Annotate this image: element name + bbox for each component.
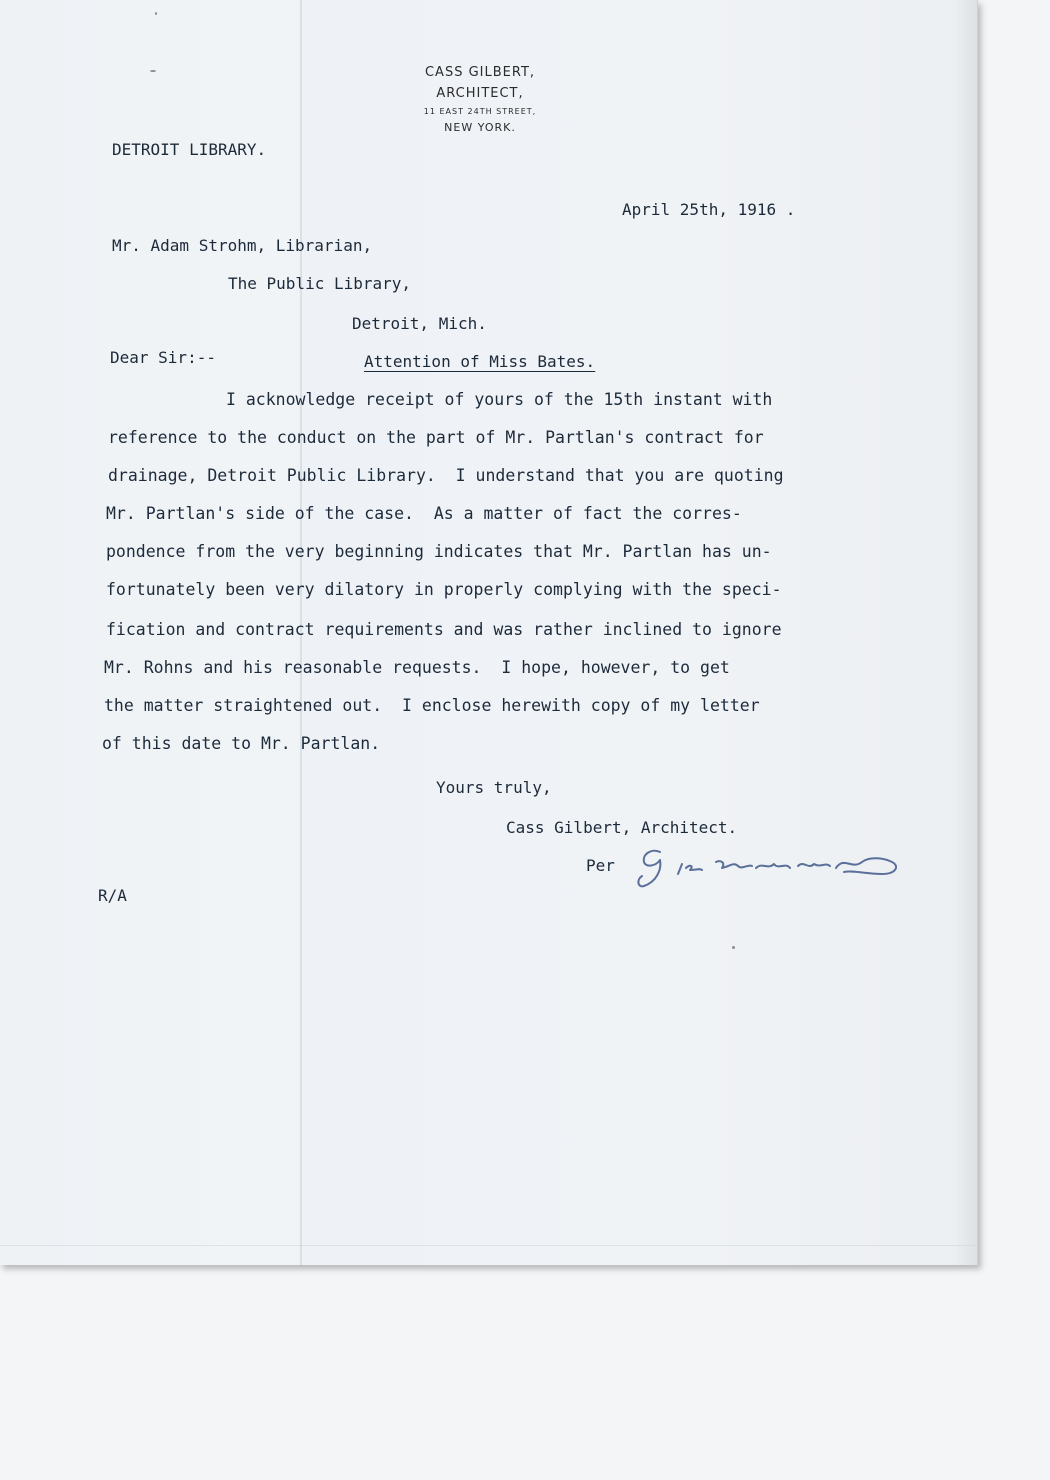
body-line: drainage, Detroit Public Library. I understand that you are quoting [108,466,784,485]
body-line: Mr. Rohns and his reasonable requests. I hope, however, to get [104,658,730,677]
paper-mark [732,946,735,949]
closing: Yours truly, [436,778,552,797]
typist-initials: R/A [98,886,127,905]
body-line: Mr. Partlan's side of the case. As a matter of fact the corres- [106,504,742,523]
per-label: Per [586,856,615,875]
recipient-city: Detroit, Mich. [352,314,487,333]
signer-name: Cass Gilbert, Architect. [506,818,738,837]
body-line: I acknowledge receipt of yours of the 15th instant with [226,390,773,409]
recipient-org: The Public Library, [228,274,412,293]
body-line: of this date to Mr. Partlan. [102,734,381,753]
handwritten-signature [630,840,915,900]
letter-date: April 25th, 1916 . [622,200,796,219]
paper-fold-horizontal [0,1245,977,1246]
letterhead-title: ARCHITECT, [436,86,524,101]
attention-line: Attention of Miss Bates. [364,352,596,371]
letterhead-city: NEW YORK. [444,121,516,134]
letterhead-name: CASS GILBERT, [424,65,536,80]
salutation: Dear Sir:-- [110,348,216,367]
body-line: pondence from the very beginning indicates that Mr. Partlan has un- [106,542,772,561]
body-line: reference to the conduct on the part of Mr. Partlan's contract for [108,428,764,447]
body-line: fortunately been very dilatory in properly complying with the speci- [106,580,782,599]
letterhead [380,62,580,136]
paper-edge-shadow [955,0,977,1265]
paper-mark [155,12,157,15]
body-line: the matter straightened out. I enclose herewith copy of my letter [104,696,760,715]
body-line: fication and contract requirements and was rather inclined to ignore [106,620,782,639]
letterhead-street: 11 EAST 24TH STREET, [423,107,537,116]
paper-mark [150,70,156,72]
file-label: DETROIT LIBRARY. [112,140,267,159]
recipient-name: Mr. Adam Strohm, Librarian, [112,236,373,255]
